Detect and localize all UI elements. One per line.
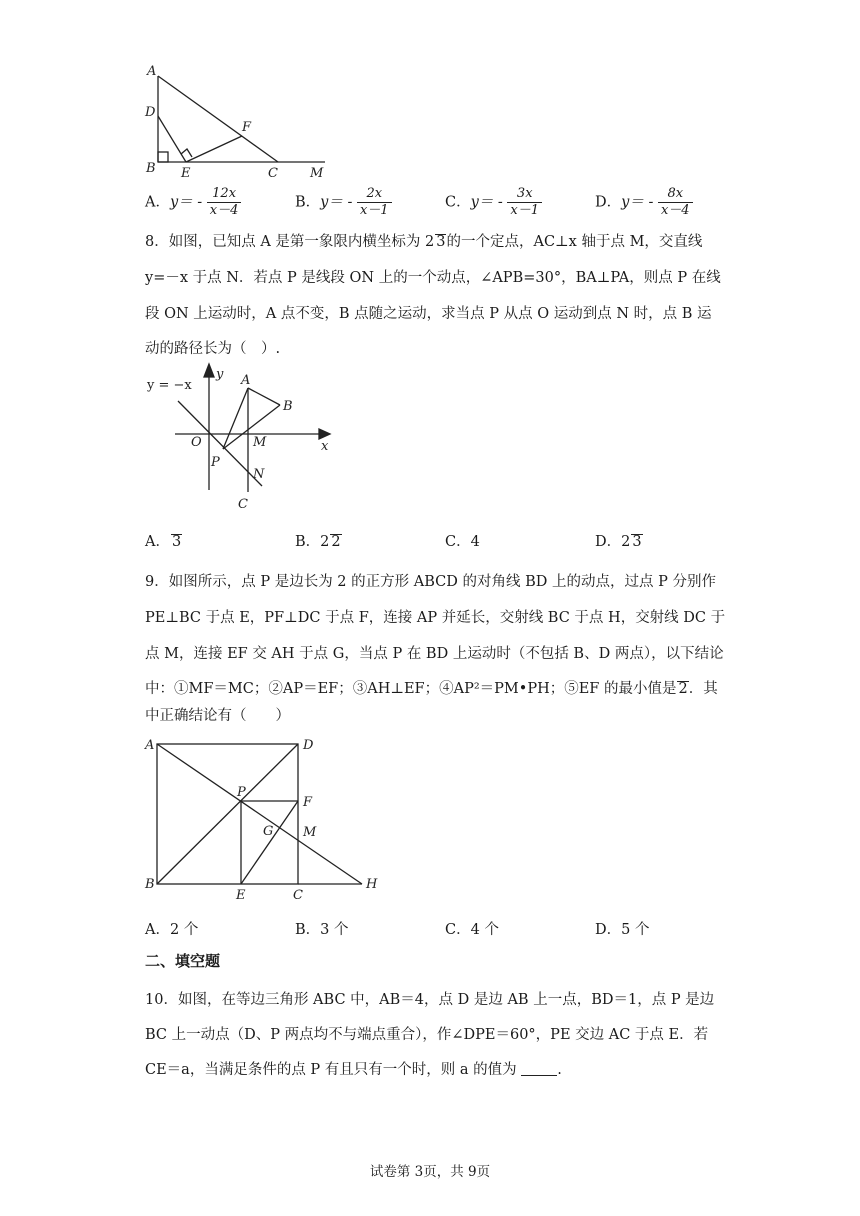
section-title: 二、填空题 [145, 952, 221, 970]
segment-ah [157, 744, 362, 884]
segment-pa [223, 388, 248, 449]
label-o: O [191, 435, 202, 450]
line-y-neg-x [178, 401, 262, 486]
q8-option-a: A． 3 [145, 534, 182, 550]
label-d: D [145, 105, 156, 120]
label-f: F [303, 795, 313, 810]
q8-line-4: 动的路径长为（ ）. [145, 341, 281, 357]
q9-option-b: B．3 个 [295, 922, 349, 938]
q8-option-d: D．2 3 [595, 534, 642, 550]
segment-ef [241, 801, 298, 884]
q9-line-5: 中正确结论有（ ） [145, 708, 290, 724]
q9-option-a: A．2 个 [145, 922, 199, 938]
right-angle-e [181, 149, 192, 157]
segment-de [158, 116, 186, 162]
label-g: G [263, 824, 274, 839]
q8-line-2: y=－x 于点 N．若点 P 是线段 ON 上的一个动点，∠APB=30°，BA⊥PA，则点 P 在线 [145, 270, 721, 286]
q7-option-a: A．y＝ - $\frac{12x}{x-4}$ [145, 186, 241, 219]
q9-line-4: 中：①MF＝MC；②AP＝EF；③AH⊥EF；④AP²＝PM•PH；⑤EF 的最小值是 2．其 [145, 681, 718, 697]
answer-blank[interactable] [521, 1061, 557, 1076]
q9-line-3: 点 M，连接 EF 交 AH 于点 G，当点 P 在 BD 上运动时（不包括 B、D 两点），以下结论 [145, 646, 724, 662]
figure-q7-lines [158, 76, 325, 162]
label-line-y-neg-x: y = −x [147, 378, 192, 393]
label-m: M [253, 435, 267, 450]
label-m: M [303, 825, 317, 840]
label-c: C [268, 166, 278, 181]
label-m: M [310, 166, 324, 181]
label-p: P [211, 455, 220, 470]
label-a: A [145, 738, 155, 753]
segment-pb [223, 405, 280, 449]
q9-option-c: C．4 个 [445, 922, 499, 938]
label-a: A [241, 373, 251, 388]
q8-option-c: C．4 [445, 534, 480, 550]
label-b: B [146, 161, 156, 176]
label-p: P [237, 785, 246, 800]
label-e: E [236, 888, 246, 903]
q7-option-d: D．y＝ - $\frac{8x}{x-4}$ [595, 186, 693, 219]
label-c: C [293, 888, 303, 903]
label-b: B [145, 877, 155, 892]
q10-line-2: BC 上一动点（D、P 两点均不与端点重合），作∠DPE＝60°，PE 交边 AC 于点 E．若 [145, 1027, 709, 1043]
label-f: F [242, 120, 252, 135]
q9-option-d: D．5 个 [595, 922, 650, 938]
label-e: E [181, 166, 191, 181]
segment-ef [186, 136, 242, 162]
label-d: D [303, 738, 314, 753]
page-footer: 试卷第 3页，共 9页 [369, 1164, 491, 1180]
q7-option-b: B．y＝ - $\frac{2x}{x-1}$ [295, 186, 392, 219]
square-abcd [157, 744, 298, 884]
q9-line-1: 9．如图所示，点 P 是边长为 2 的正方形 ABCD 的对角线 BD 上的动点，过点 P 分别作 [145, 574, 716, 590]
label-n: N [253, 467, 265, 482]
segment-ac [158, 76, 278, 162]
segment-ab [248, 388, 280, 405]
q9-line-2: PE⊥BC 于点 E，PF⊥DC 于点 F，连接 AP 并延长，交射线 BC 于点 H，交射线 DC 于 [145, 610, 726, 626]
q10-line-1: 10．如图，在等边三角形 ABC 中，AB＝4，点 D 是边 AB 上一点，BD＝1，点 P 是边 [145, 992, 715, 1008]
q8-option-b: B．2 2 [295, 534, 341, 550]
label-a: A [147, 64, 157, 79]
right-angle-b [158, 152, 168, 162]
diagonal-bd [157, 744, 298, 884]
label-y: y [216, 367, 224, 382]
y-axis-arrow [204, 364, 214, 377]
label-h: H [366, 877, 378, 892]
q8-line-3: 段 ON 上运动时，A 点不变，B 点随之运动，求当点 P 从点 O 运动到点 N 时，点 B 运 [145, 306, 712, 322]
label-x: x [321, 439, 329, 454]
label-b: B [283, 399, 293, 414]
q7-option-c: C．y＝ - $\frac{3x}{x-1}$ [445, 186, 542, 219]
label-c: C [238, 497, 248, 512]
x-axis-arrow [319, 429, 330, 439]
q10-line-3: CE＝a，当满足条件的点 P 有且只有一个时，则 a 的值为 . [145, 1062, 562, 1078]
q8-line-1: 8．如图，已知点 A 是第一象限内横坐标为 2 3的一个定点，AC⊥x 轴于点 M，交直线 [145, 234, 703, 250]
